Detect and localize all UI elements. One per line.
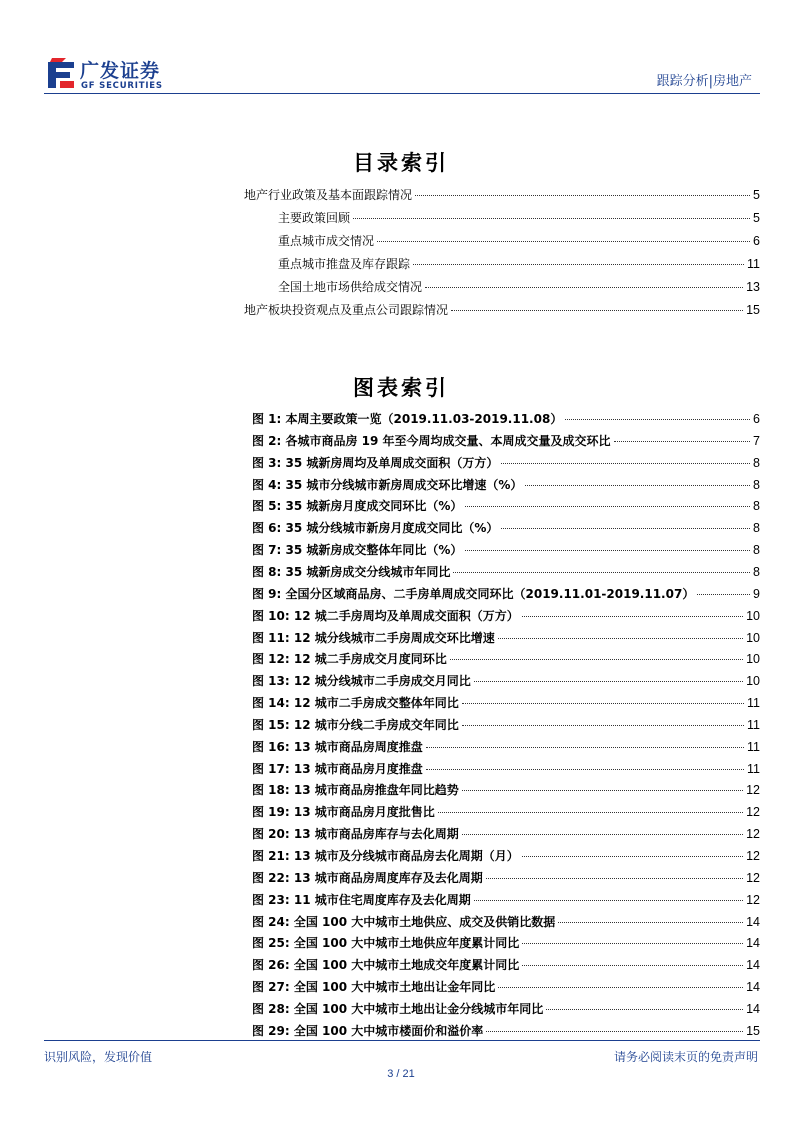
dot-leader: [462, 725, 744, 726]
figure-entry-label: 图 16: 13 城市商品房周度推盘: [252, 740, 423, 754]
figure-entry[interactable]: [252, 497, 760, 514]
figure-entry-page: 7: [753, 434, 760, 448]
toc-entry-label: 全国土地市场供给成交情况: [278, 280, 423, 294]
dot-leader: [522, 965, 743, 966]
footer-disclaimer: 请务必阅读末页的免责声明: [613, 1050, 758, 1064]
toc-entry-page: 5: [753, 188, 760, 202]
dot-leader: [438, 812, 743, 813]
dot-leader: [462, 790, 743, 791]
figure-entry-page: 12: [746, 827, 760, 841]
figure-index-title: 图表索引: [353, 375, 449, 400]
toc-entry[interactable]: [244, 301, 760, 318]
dot-leader: [501, 463, 750, 464]
figure-entry-page: 14: [746, 915, 760, 929]
toc-entry-page: 11: [747, 257, 760, 271]
figure-entry-page: 8: [753, 565, 760, 579]
figure-entry-label: 图 15: 12 城市分线二手房成交年同比: [252, 718, 459, 732]
report-category: 跟踪分析|房地产: [656, 74, 752, 89]
figure-entry[interactable]: [252, 585, 760, 602]
toc-entry-page: 13: [746, 280, 760, 294]
dot-leader: [558, 922, 743, 923]
dot-leader: [453, 572, 750, 573]
figure-entry-label: 图 8: 35 城新房成交分线城市年同比: [252, 565, 451, 579]
figure-entry-label: 图 10: 12 城二手房周均及单周成交面积（万方）: [252, 609, 519, 623]
dot-leader: [486, 1031, 743, 1032]
figure-entry-page: 14: [746, 958, 760, 972]
figure-entry-page: 10: [746, 609, 760, 623]
dot-leader: [697, 594, 750, 595]
figure-entry-label: 图 17: 13 城市商品房月度推盘: [252, 762, 423, 776]
figure-entry-label: 图 22: 13 城市商品房周度库存及去化周期: [252, 871, 483, 885]
dot-leader: [501, 528, 750, 529]
figure-entry[interactable]: [252, 1022, 760, 1039]
footer-slogan: 识别风险，发现价值: [44, 1050, 153, 1064]
dot-leader: [474, 900, 743, 901]
dot-leader: [415, 195, 750, 196]
figure-entry-label: 图 27: 全国 100 大中城市土地出让金年同比: [252, 980, 496, 994]
figure-entry-label: 图 23: 11 城市住宅周度库存及去化周期: [252, 893, 471, 907]
figure-entry[interactable]: [252, 781, 760, 798]
figure-entry[interactable]: [252, 519, 760, 536]
gf-logo-icon: [44, 56, 78, 92]
dot-leader: [462, 834, 743, 835]
figure-entry-label: 图 3: 35 城新房周均及单周成交面积（万方）: [252, 456, 499, 470]
figure-entry-page: 14: [746, 936, 760, 950]
toc-entry[interactable]: [278, 209, 760, 226]
figure-entry-label: 图 28: 全国 100 大中城市土地出让金分线城市年同比: [252, 1002, 544, 1016]
toc-entry-label: 重点城市推盘及库存跟踪: [278, 257, 411, 271]
figure-entry[interactable]: [252, 891, 760, 908]
toc-entry-label: 地产行业政策及基本面跟踪情况: [244, 188, 413, 202]
figure-entry[interactable]: [252, 978, 760, 995]
figure-entry-page: 12: [746, 783, 760, 797]
dot-leader: [546, 1009, 743, 1010]
figure-entry[interactable]: [252, 913, 760, 930]
figure-entry[interactable]: [252, 1000, 760, 1017]
figure-entry-label: 图 4: 35 城市分线城市新房周成交环比增速（%）: [252, 478, 523, 492]
dot-leader: [565, 419, 750, 420]
figure-entry[interactable]: [252, 650, 760, 667]
figure-entry[interactable]: [252, 454, 760, 471]
figure-entry[interactable]: [252, 563, 760, 580]
brand-name-cn: 广发证券: [80, 60, 161, 82]
toc-entry-page: 6: [753, 234, 760, 248]
dot-leader: [465, 550, 750, 551]
footer-divider: [44, 1040, 760, 1041]
figure-entry-label: 图 12: 12 城二手房成交月度同环比: [252, 652, 447, 666]
figure-entry-label: 图 11: 12 城分线城市二手房周成交环比增速: [252, 631, 495, 645]
brand-name-en: GF SECURITIES: [81, 81, 163, 91]
figure-entry-label: 图 6: 35 城分线城市新房月度成交同比（%）: [252, 521, 499, 535]
dot-leader: [353, 218, 750, 219]
figure-entry-page: 10: [746, 674, 760, 688]
figure-entry[interactable]: [252, 410, 760, 427]
figure-entry-label: 图 26: 全国 100 大中城市土地成交年度累计同比: [252, 958, 520, 972]
figure-entry[interactable]: [252, 738, 760, 755]
figure-entry[interactable]: [252, 432, 760, 449]
figure-entry-page: 8: [753, 456, 760, 470]
dot-leader: [498, 987, 743, 988]
dot-leader: [451, 310, 743, 311]
figure-entry-page: 15: [746, 1024, 760, 1038]
figure-entry-label: 图 24: 全国 100 大中城市土地供应、成交及供销比数据: [252, 915, 556, 929]
figure-entry-label: 图 2: 各城市商品房 19 年至今周均成交量、本周成交量及成交环比: [252, 434, 611, 448]
figure-entry-page: 8: [753, 543, 760, 557]
dot-leader: [462, 703, 744, 704]
figure-entry-label: 图 5: 35 城新房月度成交同环比（%）: [252, 499, 463, 513]
figure-entry-page: 8: [753, 521, 760, 535]
figure-entry[interactable]: [252, 716, 760, 733]
toc-entry[interactable]: [244, 186, 760, 203]
header-divider: [44, 93, 760, 94]
figure-entry-page: 12: [746, 893, 760, 907]
figure-entry[interactable]: [252, 956, 760, 973]
toc-title: 目录索引: [353, 150, 449, 175]
figure-entry-label: 图 9: 全国分区域商品房、二手房单周成交同环比（2019.11.01-2019.11.07）: [252, 587, 695, 601]
dot-leader: [474, 681, 743, 682]
page-number: 3 / 21: [387, 1068, 415, 1080]
dot-leader: [465, 506, 750, 507]
figure-entry[interactable]: [252, 607, 760, 624]
figure-entry-page: 6: [753, 412, 760, 426]
brand-logo: [44, 56, 184, 96]
figure-entry-page: 8: [753, 478, 760, 492]
figure-entry[interactable]: [252, 476, 760, 493]
figure-entry[interactable]: [252, 803, 760, 820]
dot-leader: [450, 659, 743, 660]
figure-entry-page: 14: [746, 1002, 760, 1016]
toc-entry-label: 地产板块投资观点及重点公司跟踪情况: [244, 303, 449, 317]
figure-entry[interactable]: [252, 825, 760, 842]
dot-leader: [614, 441, 750, 442]
dot-leader: [377, 241, 750, 242]
dot-leader: [413, 264, 744, 265]
figure-entry-label: 图 19: 13 城市商品房月度批售比: [252, 805, 435, 819]
figure-entry-page: 11: [747, 696, 760, 710]
toc-entry[interactable]: [278, 255, 760, 272]
figure-entry-page: 11: [747, 762, 760, 776]
figure-entry-label: 图 13: 12 城分线城市二手房成交月同比: [252, 674, 471, 688]
figure-entry[interactable]: [252, 629, 760, 646]
dot-leader: [522, 856, 743, 857]
figure-entry-label: 图 1: 本周主要政策一览（2019.11.03-2019.11.08）: [252, 412, 563, 426]
figure-entry[interactable]: [252, 847, 760, 864]
figure-entry-page: 11: [747, 740, 760, 754]
dot-leader: [425, 287, 743, 288]
figure-entry[interactable]: [252, 694, 760, 711]
figure-entry-page: 8: [753, 499, 760, 513]
toc-entry-page: 5: [753, 211, 760, 225]
toc-entry[interactable]: [278, 278, 760, 295]
dot-leader: [522, 943, 743, 944]
figure-entry-label: 图 18: 13 城市商品房推盘年同比趋势: [252, 783, 459, 797]
figure-entry-label: 图 21: 13 城市及分线城市商品房去化周期（月）: [252, 849, 519, 863]
figure-entry-page: 12: [746, 805, 760, 819]
figure-entry-label: 图 29: 全国 100 大中城市楼面价和溢价率: [252, 1024, 484, 1038]
dot-leader: [426, 769, 744, 770]
figure-entry-page: 10: [746, 652, 760, 666]
figure-entry-page: 9: [753, 587, 760, 601]
figure-entry-label: 图 20: 13 城市商品房库存与去化周期: [252, 827, 459, 841]
page-header: [0, 0, 802, 100]
dot-leader: [498, 638, 743, 639]
figure-entry-label: 图 7: 35 城新房成交整体年同比（%）: [252, 543, 463, 557]
dot-leader: [486, 878, 743, 879]
toc-entry-label: 重点城市成交情况: [278, 234, 375, 248]
toc-entry-label: 主要政策回顾: [278, 211, 351, 225]
figure-entry-page: 12: [746, 871, 760, 885]
dot-leader: [522, 616, 743, 617]
figure-entry[interactable]: [252, 760, 760, 777]
figure-entry-label: 图 25: 全国 100 大中城市土地供应年度累计同比: [252, 936, 520, 950]
figure-entry-page: 10: [746, 631, 760, 645]
figure-entry[interactable]: [252, 672, 760, 689]
dot-leader: [426, 747, 744, 748]
figure-entry-page: 11: [747, 718, 760, 732]
figure-entry-label: 图 14: 12 城市二手房成交整体年同比: [252, 696, 459, 710]
figure-entry-page: 12: [746, 849, 760, 863]
figure-entry[interactable]: [252, 541, 760, 558]
dot-leader: [525, 485, 750, 486]
toc-entry-page: 15: [746, 303, 760, 317]
figure-entry[interactable]: [252, 869, 760, 886]
figure-entry-page: 14: [746, 980, 760, 994]
toc-entry[interactable]: [278, 232, 760, 249]
figure-entry[interactable]: [252, 934, 760, 951]
